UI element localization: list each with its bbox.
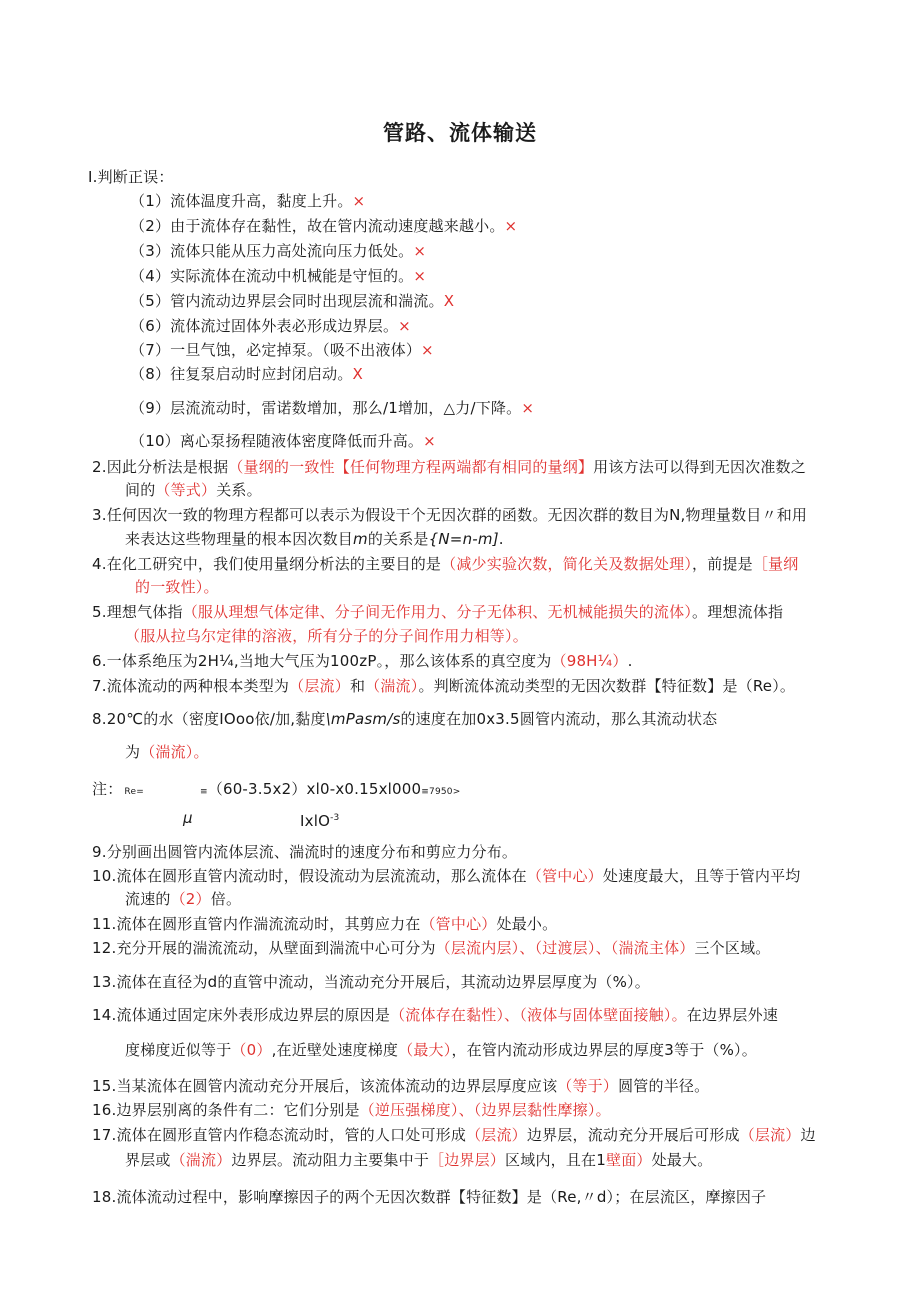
question-text: .流体在圆形直管内作稳态流动时，管的人口处可形成 [111,1126,467,1144]
question-text: 来表达这些物理量的根本因次数目 [125,530,354,548]
question-text: 倍。 [210,890,242,908]
answer-mark: × [504,217,518,235]
question-number: 17 [92,1126,112,1144]
question-text: 用该方法可以得到无因次准数之 [593,458,806,476]
question-number: 2 [92,458,102,476]
question-text: .一体系绝压为2H¼,当地大气压为100zP。，那么该体系的真空度为 [101,652,552,670]
answer-text: （湍流） [365,677,419,695]
question-14-cont [125,1040,757,1060]
page-title: 管路、流体输送 [383,121,537,145]
item-text: （4）实际流体在流动中机械能是守恒的。 [130,267,414,285]
answer-text: （98H¼） [551,652,628,670]
question-number: 12 [92,939,112,957]
question-4-cont: 的一致性）。 [135,578,219,596]
answer-text: （湍流） [170,1151,232,1169]
question-text: . [627,652,633,670]
question-10 [92,866,801,886]
answer-text: （等式） [155,481,217,499]
formula-expr: （60-3.5x2）xl0-x0.15xl000 [207,780,422,798]
question-text: 特征数】 [466,1188,527,1206]
question-number: 9 [92,843,102,861]
question-8 [92,709,717,729]
question-text: .流体在直径为d的直管中流动，当流动充分开展后，其流动边界层厚度为（%）。 [111,973,650,991]
question-text: 界层或 [125,1151,171,1169]
question-text: 三个区域。 [694,939,771,957]
answer-text: （层流内层）、（过渡层）、（湍流主体） [435,939,695,957]
answer-text: （湍流）。 [140,743,209,761]
question-text: .边界层别离的条件有二：它们分别是 [111,1101,360,1119]
question-text: 边 [800,1126,816,1144]
formula-numerator [200,779,460,802]
answer-text: （层流） [466,1126,527,1144]
list-item [130,364,363,384]
question-text: 圆管的半径。 [618,1077,710,1095]
question-text: ,在近壁处速度梯度 [271,1041,399,1059]
question-7 [92,676,795,696]
denominator-base: IxlO [300,812,331,830]
list-item [130,241,426,261]
item-text: （1）流体温度升高，黏度上升。 [130,192,353,210]
answer-mark: × [521,399,535,417]
question-text: 度梯度近似等于 [125,1041,232,1059]
question-number: 7 [92,677,102,695]
answer-text: （层流） [289,677,350,695]
item-text: （6）流体流过固体外表必形成边界层。 [130,317,399,335]
list-item [130,291,454,311]
item-text: （5）管内流动边界层会同时出现层流和湍流。 [130,292,444,310]
question-text: 处最小。 [496,915,558,933]
question-text: .流体通过固定床外表形成边界层的原因是 [111,1006,391,1024]
question-16 [92,1100,611,1120]
formula-re: Re= [124,787,144,797]
question-text: 。理想流体指 [692,603,784,621]
question-number: 4 [92,555,102,573]
answer-text: {N=n-m] [428,530,499,548]
answer-text: （量纲的一致性【任何物理方程两端都有相同的量纲】 [228,458,594,476]
question-number: 14 [92,1006,112,1024]
answer-text: （最大） [398,1041,452,1059]
answer-text: （服从理想气体定律、分子间无作用力、分子无体积、无机械能损失的流体） [182,603,693,621]
formula-eq: ≡ [200,787,208,797]
question-text: .分别画出圆管内流体层流、湍流时的速度分布和剪应力分布。 [101,843,518,861]
question-text: .理想气体指 [101,603,183,621]
answer-text: （管中心） [420,915,497,933]
question-text: 和 [349,677,366,695]
question-9 [92,842,517,862]
item-text: （9）层流流动时，雷诺数增加，那么/1增加，△力/下降。 [130,399,522,417]
answer-mark: × [423,432,436,450]
question-2 [92,457,806,477]
question-text: .当某流体在圆管内流动充分开展后，该流体流动的边界层厚度应该 [111,1077,558,1095]
question-number: 3 [92,506,102,524]
formula-denominator [300,808,339,831]
question-17-cont [125,1150,712,1170]
question-number: 5 [92,603,102,621]
denominator-exponent: -3 [330,813,340,823]
symbol: m [353,530,368,548]
question-text: .任何因次一致的物理方程都可以表示为假设干个无因次群的函数。无因次群的数目为N,物理量数目〃和用 [101,506,808,524]
question-number: 8 [92,710,102,728]
list-item [130,266,426,286]
answer-text: （2） [170,890,211,908]
question-8-cont [125,742,209,762]
question-12 [92,938,771,958]
answer-text: （流体存在黏性）、（液体与固体壁面接触）。 [390,1006,687,1024]
question-11 [92,914,557,934]
answer-text: （逆压强梯度）、（边界层黏性摩擦）。 [359,1101,611,1119]
item-text: （10）离心泵扬程随液体密度降低而升高。 [130,432,424,450]
question-text: 关系。 [216,481,262,499]
list-item [130,398,534,418]
question-number: 13 [92,973,112,991]
question-text: ，前提是 [692,555,753,573]
question-text: .因此分析法是根据 [101,458,229,476]
item-text: （7）一旦气蚀，必定掉泵。（吸不出液体） [130,341,422,359]
answer-text: （0） [231,1041,272,1059]
question-10-cont [125,889,241,909]
answer-text: （减少实验次数，简化关及数据处理） [441,555,693,573]
question-text: .流体流动的两种根本类型为 [101,677,290,695]
question-number: 15 [92,1077,112,1095]
answer-mark: × [352,192,366,210]
question-text: .20℃的水（密度IOoo依/加,黏度 [101,710,326,728]
question-number: 18 [92,1188,112,1206]
question-text: 流速的 [125,890,171,908]
question-number: 6 [92,652,102,670]
question-text: 处速度最大，且等于管内平均 [602,867,801,885]
answer-text: （层流） [739,1126,801,1144]
formula-result: ≡7950> [421,787,461,797]
question-text: 是（Re,〃d）；在层流区，摩擦因子 [526,1188,767,1206]
answer-text: ［量纲 [752,555,799,573]
question-text: 边界层，流动充分开展后可形成 [526,1126,740,1144]
question-text: 。判断流体流动类型的无因次数群【特征数】是（Re）。 [418,677,796,695]
answer-mark: × [413,242,427,260]
list-item [130,431,436,451]
question-3-cont [125,529,504,549]
question-14 [92,1005,778,1025]
answer-mark: X [443,292,455,310]
question-number: 10 [92,867,112,885]
item-text: （2）由于流体存在黏性，故在管内流动速度越来越小。 [130,217,505,235]
answer-text: （管中心） [526,867,603,885]
answer-text: （等于） [557,1077,619,1095]
formula-mu: μ [183,809,193,827]
list-item [130,216,517,236]
question-18 [92,1187,766,1207]
question-text: ，在管内流动形成边界层的厚度3等于（%）。 [451,1041,757,1059]
answer-mark: × [398,317,411,335]
list-item [130,191,365,211]
question-3 [92,505,807,525]
question-4 [92,554,798,574]
question-13 [92,972,650,992]
question-text: 的关系是 [367,530,429,548]
question-15 [92,1076,709,1096]
answer-text: 壁面） [606,1151,652,1169]
question-text: 在边界层外速 [686,1006,778,1024]
question-text: 间的 [125,481,156,499]
list-item [130,340,434,360]
question-2-cont [125,480,262,500]
question-text: .充分开展的湍流流动，从壁面到湍流中心可分为 [111,939,436,957]
question-5 [92,602,783,622]
item-text: （3）流体只能从压力高处流向压力低处。 [130,242,414,260]
answer-text: ［边界层） [429,1151,506,1169]
question-6 [92,651,633,671]
question-text: 的速度在加0x3.5圆管内流动，那么其流动状态 [400,710,718,728]
question-text: 处最大。 [651,1151,713,1169]
answer-mark: X [352,365,364,383]
question-5-cont: （服从拉乌尔定律的溶液，所有分子的分子间作用力相等）。 [125,627,528,645]
question-text: 边界层。流动阻力主要集中于 [231,1151,430,1169]
section-heading: I.判断正误： [88,168,174,186]
question-number: 16 [92,1101,112,1119]
answer-mark: × [421,341,434,359]
question-text: .流体流动过程中，影响摩擦因子的两个无因次数群【 [111,1188,467,1206]
symbol: \mPasm/s [325,710,401,728]
question-text: 区域内，且在1 [505,1151,606,1169]
question-text: .流体在圆形直管内作湍流流动时，其剪应力在 [111,915,421,933]
item-text: （8）往复泵启动时应封闭启动。 [130,365,353,383]
formula-note [92,779,144,802]
question-number: 11 [92,915,112,933]
question-17 [92,1125,816,1145]
question-text: .在化工研究中，我们使用量纲分析法的主要目的是 [101,555,442,573]
list-item [130,316,411,336]
question-text: 为 [125,743,141,761]
question-text: . [498,530,504,548]
note-label: 注： [92,780,123,798]
question-text: .流体在圆形直管内流动时，假设流动为层流流动，那么流体在 [111,867,527,885]
answer-mark: × [413,267,427,285]
